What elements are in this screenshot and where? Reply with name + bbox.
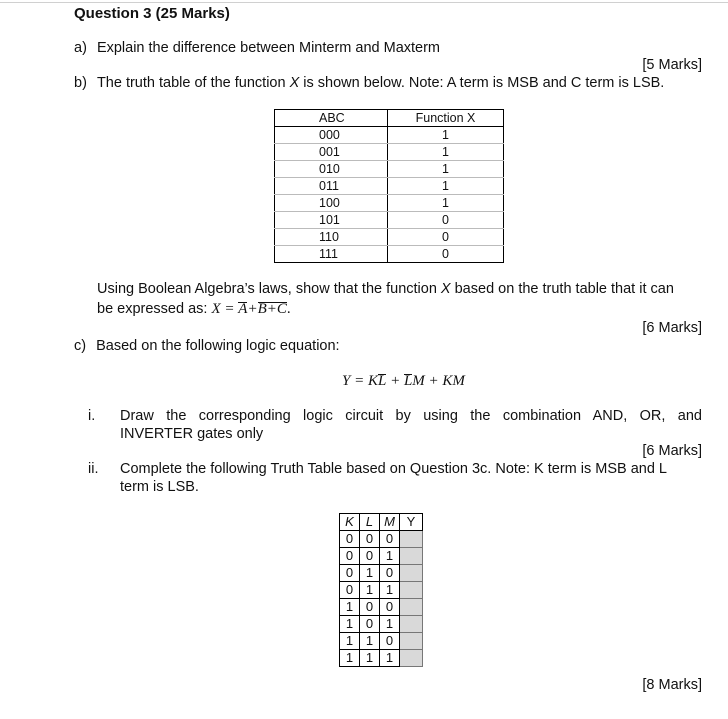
x-cell: 1 [388,161,504,178]
y-answer-cell[interactable] [400,599,423,616]
truth-table-klm [339,513,423,667]
header-l: L [360,514,380,531]
m-cell: 1 [380,616,400,633]
question-a [74,40,440,56]
y-answer-cell[interactable] [400,531,423,548]
x-cell: 0 [388,229,504,246]
equation-lhs: Y = [342,373,368,389]
table-row [275,195,504,212]
m-cell: 0 [380,565,400,582]
table-row [275,144,504,161]
k-cell: 0 [340,582,360,599]
m-cell: 1 [380,650,400,667]
abc-cell: 011 [275,178,388,195]
x-cell: 1 [388,178,504,195]
page-top-rule [0,2,728,3]
abc-cell: 100 [275,195,388,212]
header-m: M [380,514,400,531]
table-row [275,127,504,144]
m-cell: 0 [380,599,400,616]
logic-equation [342,373,465,390]
table-row [340,633,423,650]
question-a-marks: [5 Marks] [642,57,702,73]
table-row [340,531,423,548]
truth-table-klm-header [340,514,423,531]
header-y: Y [400,514,423,531]
question-b-para-line1 [97,281,674,297]
para-line1-var: X [440,281,451,297]
header-k: K [340,514,360,531]
part-ii-line1: Complete the following Truth Table based on Question 3c. Note: K term is MSB and L [120,461,667,477]
question-b-text-prefix: The truth table of the function [96,75,290,91]
table-row [275,246,504,263]
x-cell: 0 [388,212,504,229]
equation-term1-k: K [367,373,378,389]
k-cell: 0 [340,531,360,548]
x-cell: 0 [388,246,504,263]
header-function-x: Function X [388,110,504,127]
question-c-label: c) [74,338,87,354]
k-cell: 1 [340,616,360,633]
part-ii-line2: term is LSB. [120,479,199,495]
question-title: Question 3 (25 Marks) [74,5,230,22]
equation-term2-m: M [412,373,425,389]
question-c [74,338,340,354]
l-cell: 0 [360,531,380,548]
l-cell: 0 [360,599,380,616]
para-line1-prefix: Using Boolean Algebra’s laws, show that the function [97,281,441,297]
x-cell: 1 [388,195,504,212]
y-answer-cell[interactable] [400,582,423,599]
question-b-label: b) [74,75,87,91]
abc-cell: 111 [275,246,388,263]
l-cell: 1 [360,633,380,650]
abc-cell: 010 [275,161,388,178]
part-ii-label: ii. [88,461,99,477]
expression [211,301,290,317]
y-answer-cell[interactable] [400,650,423,667]
equation-term2-lbar: L [403,373,413,389]
part-ii-marks: [8 Marks] [642,677,702,693]
m-cell: 1 [380,582,400,599]
question-a-text: Explain the difference between Minterm and Maxterm [96,40,441,56]
y-answer-cell[interactable] [400,565,423,582]
question-b [74,75,664,91]
expr-bc-bar: B+C [257,301,287,317]
table-row [340,582,423,599]
k-cell: 1 [340,599,360,616]
y-answer-cell[interactable] [400,548,423,565]
para-line1-suffix: based on the truth table that it can [450,281,674,297]
x-cell: 1 [388,127,504,144]
table-row [340,616,423,633]
k-cell: 1 [340,650,360,667]
part-i-line2: INVERTER gates only [120,426,264,442]
question-a-label: a) [74,40,87,56]
part-i-line1: Draw the corresponding logic circuit by using the combination AND, OR, and [120,408,702,424]
m-cell: 0 [380,633,400,650]
k-cell: 0 [340,548,360,565]
table-row [275,161,504,178]
truth-table-abc-header [275,110,504,127]
y-answer-cell[interactable] [400,616,423,633]
equation-term1-lbar: L [377,373,387,389]
abc-cell: 110 [275,229,388,246]
question-b-var: X [289,75,300,91]
l-cell: 0 [360,616,380,633]
part-i-marks: [6 Marks] [642,443,702,459]
k-cell: 1 [340,633,360,650]
abc-cell: 001 [275,144,388,161]
question-b-para-line2 [97,301,291,318]
header-abc: ABC [275,110,388,127]
table-row [340,599,423,616]
m-cell: 0 [380,531,400,548]
abc-cell: 101 [275,212,388,229]
truth-table-abc [274,109,504,263]
part-i-label: i. [88,408,96,424]
equation-term3: KM [442,373,465,389]
l-cell: 1 [360,565,380,582]
k-cell: 0 [340,565,360,582]
equation-plus2: + [424,373,443,389]
y-answer-cell[interactable] [400,633,423,650]
l-cell: 1 [360,650,380,667]
question-b-text-suffix: is shown below. Note: A term is MSB and C term is LSB. [299,75,665,91]
l-cell: 1 [360,582,380,599]
expr-end: . [286,301,291,317]
expr-lhs: X = [211,301,239,317]
table-row [275,212,504,229]
equation-plus1: + [386,373,404,389]
x-cell: 1 [388,144,504,161]
l-cell: 0 [360,548,380,565]
question-c-text: Based on the following logic equation: [96,338,340,354]
para-line2-prefix: be expressed as: [97,301,212,317]
expr-plus: + [247,301,258,317]
table-row [340,548,423,565]
table-row [340,650,423,667]
table-row [340,565,423,582]
abc-cell: 000 [275,127,388,144]
table-row [275,178,504,195]
table-row [275,229,504,246]
expr-a-bar: A [238,301,248,317]
question-b-marks: [6 Marks] [642,320,702,336]
m-cell: 1 [380,548,400,565]
